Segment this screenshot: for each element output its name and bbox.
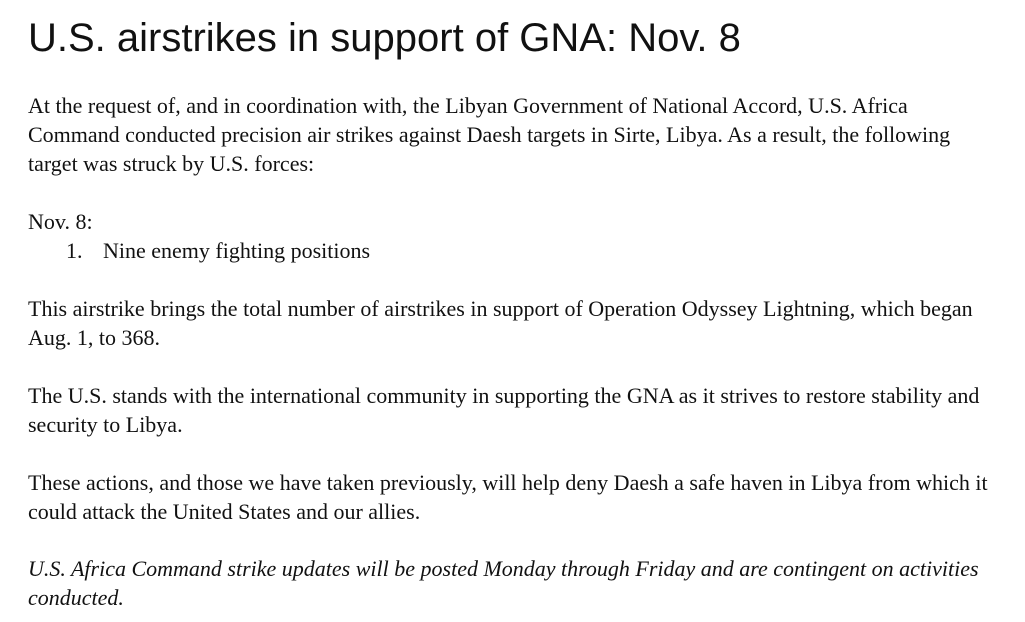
page-title: U.S. airstrikes in support of GNA: Nov. 8 xyxy=(28,16,741,60)
list-item-number: 1. xyxy=(66,238,83,263)
update-schedule-footnote: U.S. Africa Command strike updates will be posted Monday through Friday and are contingent on activities conducted. xyxy=(28,556,979,610)
deny-safe-haven-paragraph: These actions, and those we have taken previously, will help deny Daesh a safe haven in Libya from which it could attack the United States and our allies. xyxy=(28,470,988,524)
stability-paragraph: The U.S. stands with the international community in supporting the GNA as it strives to restore stability and security to Libya. xyxy=(28,383,980,437)
total-airstrikes-paragraph: This airstrike brings the total number of airstrikes in support of Operation Odyssey Lightning, which began Aug. 1, to 368. xyxy=(28,296,973,350)
list-item-text: Nine enemy fighting positions xyxy=(103,238,371,263)
strike-date-label: Nov. 8: xyxy=(28,209,93,234)
list-item xyxy=(28,236,370,265)
strike-list xyxy=(28,236,370,265)
intro-paragraph: At the request of, and in coordination with, the Libyan Government of National Accord, U.S. Africa Command conducted precision air strikes against Daesh targets in Sirte, Libya. As a result, the following target was struck by U.S. forces: xyxy=(28,93,951,176)
